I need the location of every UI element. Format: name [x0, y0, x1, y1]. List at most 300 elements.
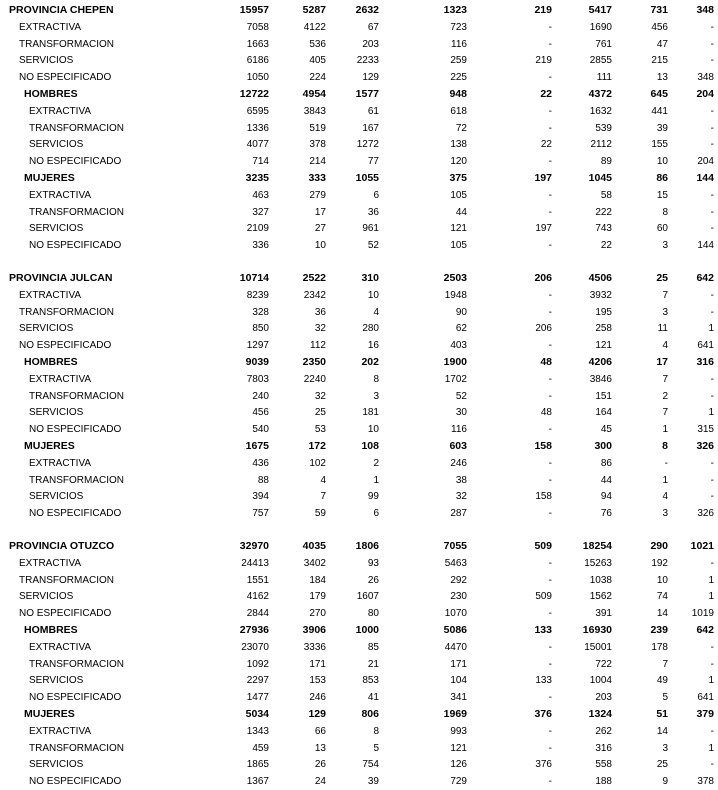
value-cell: 6186	[246, 55, 269, 67]
row-label: NO ESPECIFICADO	[29, 156, 122, 168]
row-label: TRANSFORMACION	[29, 122, 124, 134]
value-cell: 403	[450, 340, 467, 352]
value-cell: 25	[314, 407, 326, 419]
value-cell: 2522	[302, 272, 326, 284]
value-cell: 348	[696, 4, 714, 16]
row-label: EXTRACTIVA	[29, 457, 92, 469]
value-cell: 1690	[589, 21, 612, 33]
value-cell: 15263	[584, 557, 612, 569]
sector-row	[0, 555, 718, 572]
value-cell: 76	[600, 508, 612, 520]
value-cell: 327	[252, 206, 269, 218]
value-cell: 290	[650, 540, 668, 552]
value-cell: -	[710, 105, 714, 117]
sector-row	[0, 756, 718, 773]
value-cell: 138	[450, 139, 467, 151]
value-cell: 1675	[245, 440, 269, 452]
row-label: SERVICIOS	[19, 55, 74, 67]
value-cell: -	[548, 474, 552, 486]
value-cell: 618	[450, 105, 467, 117]
value-cell: 463	[252, 189, 269, 201]
value-cell: 39	[656, 122, 668, 134]
value-cell: 258	[595, 323, 612, 335]
value-cell: 326	[697, 508, 714, 520]
value-cell: 1055	[355, 172, 379, 184]
sector-row	[0, 136, 718, 153]
value-cell: 94	[600, 491, 612, 503]
value-cell: 204	[696, 88, 714, 100]
value-cell: 3	[662, 306, 668, 318]
value-cell: 3	[662, 240, 668, 252]
sector-row	[0, 672, 718, 689]
value-cell: 219	[534, 4, 552, 16]
sector-row	[0, 204, 718, 221]
value-cell: 540	[252, 424, 269, 436]
value-cell: -	[548, 390, 552, 402]
sector-row	[0, 488, 718, 505]
value-cell: 1607	[356, 591, 379, 603]
value-cell: 1948	[444, 289, 467, 301]
value-cell: 129	[308, 708, 326, 720]
value-cell: 172	[308, 440, 326, 452]
value-cell: 171	[450, 658, 467, 670]
value-cell: 7803	[246, 373, 269, 385]
value-cell: -	[710, 373, 714, 385]
value-cell: 102	[309, 457, 326, 469]
value-cell: 1	[708, 323, 714, 335]
value-cell: 105	[450, 189, 467, 201]
value-cell: 2844	[246, 608, 269, 620]
province-row	[0, 270, 718, 287]
value-cell: 270	[309, 608, 326, 620]
row-label: TRANSFORMACION	[19, 306, 114, 318]
value-cell: 2855	[589, 55, 612, 67]
value-cell: 3906	[302, 624, 326, 636]
value-cell: 1367	[246, 776, 269, 788]
value-cell: 645	[650, 88, 668, 100]
value-cell: 48	[540, 356, 552, 368]
value-cell: 1	[708, 591, 714, 603]
sector-row	[0, 656, 718, 673]
value-cell: 10714	[239, 272, 269, 284]
value-cell: 67	[367, 21, 379, 33]
value-cell: 1336	[246, 122, 269, 134]
value-cell: 12722	[239, 88, 269, 100]
value-cell: 32970	[239, 540, 269, 552]
row-label: TRANSFORMACION	[19, 38, 114, 50]
value-cell: 1004	[589, 675, 612, 687]
value-cell: 129	[362, 72, 379, 84]
value-cell: -	[548, 641, 552, 653]
value-cell: 22	[540, 88, 552, 100]
row-label: MUJERES	[24, 440, 75, 452]
value-cell: 1092	[246, 658, 269, 670]
value-cell: 2	[662, 390, 668, 402]
value-cell: 41	[367, 692, 379, 704]
value-cell: 15001	[584, 641, 612, 653]
sector-row	[0, 19, 718, 36]
value-cell: 1865	[246, 759, 269, 771]
value-cell: 316	[595, 742, 612, 754]
value-cell: 10	[314, 240, 326, 252]
value-cell: 133	[534, 624, 552, 636]
province-row	[0, 538, 718, 555]
value-cell: 10	[656, 156, 668, 168]
value-cell: -	[548, 776, 552, 788]
value-cell: 179	[309, 591, 326, 603]
value-cell: 539	[595, 122, 612, 134]
sector-row	[0, 237, 718, 254]
value-cell: 59	[314, 508, 326, 520]
value-cell: 341	[450, 692, 467, 704]
value-cell: 1021	[690, 540, 714, 552]
value-cell: 49	[656, 675, 668, 687]
value-cell: 21	[367, 658, 379, 670]
value-cell: 246	[309, 692, 326, 704]
row-label: MUJERES	[24, 708, 75, 720]
value-cell: 3235	[245, 172, 269, 184]
value-cell: 17	[656, 356, 668, 368]
sector-row	[0, 337, 718, 354]
value-cell: 13	[656, 72, 668, 84]
value-cell: -	[548, 156, 552, 168]
value-cell: 405	[309, 55, 326, 67]
value-cell: 14	[656, 608, 668, 620]
value-cell: 197	[534, 172, 552, 184]
value-cell: 729	[450, 776, 467, 788]
value-cell: 44	[600, 474, 612, 486]
row-label: HOMBRES	[24, 88, 78, 100]
value-cell: -	[548, 105, 552, 117]
value-cell: -	[548, 692, 552, 704]
value-cell: 4	[373, 306, 379, 318]
value-cell: 5034	[245, 708, 269, 720]
value-cell: 158	[534, 440, 552, 452]
value-cell: 1	[708, 407, 714, 419]
value-cell: 26	[367, 574, 379, 586]
value-cell: 36	[314, 306, 326, 318]
value-cell: 23070	[241, 641, 269, 653]
value-cell: 61	[367, 105, 379, 117]
value-cell: 3	[662, 742, 668, 754]
value-cell: 7	[662, 373, 668, 385]
value-cell: 300	[594, 440, 612, 452]
value-cell: 456	[651, 21, 668, 33]
sector-row	[0, 455, 718, 472]
value-cell: 62	[455, 323, 467, 335]
sector-row	[0, 52, 718, 69]
sector-row	[0, 723, 718, 740]
value-cell: 1038	[589, 574, 612, 586]
sector-row	[0, 388, 718, 405]
row-label: TRANSFORMACION	[19, 574, 114, 586]
value-cell: 1551	[246, 574, 269, 586]
value-cell: 1	[708, 675, 714, 687]
value-cell: 961	[362, 223, 379, 235]
value-cell: 761	[595, 38, 612, 50]
value-cell: 2632	[355, 4, 379, 16]
value-cell: -	[710, 139, 714, 151]
value-cell: 215	[651, 55, 668, 67]
value-cell: 4372	[588, 88, 612, 100]
value-cell: -	[548, 206, 552, 218]
value-cell: 641	[697, 692, 714, 704]
value-cell: 1324	[588, 708, 612, 720]
row-label: SERVICIOS	[19, 323, 74, 335]
value-cell: 2240	[303, 373, 326, 385]
value-cell: 1019	[691, 608, 714, 620]
value-cell: -	[710, 759, 714, 771]
value-cell: 441	[651, 105, 668, 117]
row-label: SERVICIOS	[29, 491, 84, 503]
value-cell: 188	[595, 776, 612, 788]
value-cell: -	[710, 725, 714, 737]
value-cell: 376	[534, 708, 552, 720]
row-label: NO ESPECIFICADO	[29, 692, 122, 704]
value-cell: 116	[451, 38, 467, 50]
value-cell: 1900	[443, 356, 467, 368]
sex-group-row	[0, 170, 718, 187]
value-cell: 603	[449, 440, 467, 452]
value-cell: 642	[696, 624, 714, 636]
sector-row	[0, 304, 718, 321]
sector-row	[0, 36, 718, 53]
value-cell: 3843	[303, 105, 326, 117]
value-cell: 326	[696, 440, 714, 452]
value-cell: 310	[361, 272, 379, 284]
value-cell: -	[664, 457, 668, 469]
value-cell: 1	[662, 474, 668, 486]
row-label: PROVINCIA CHEPEN	[9, 4, 114, 16]
value-cell: 5463	[444, 557, 467, 569]
value-cell: 144	[697, 240, 714, 252]
value-cell: 3932	[589, 289, 612, 301]
value-cell: 25	[656, 759, 668, 771]
value-cell: 7	[662, 407, 668, 419]
value-cell: -	[548, 72, 552, 84]
row-label: NO ESPECIFICADO	[19, 72, 112, 84]
value-cell: 6	[373, 189, 379, 201]
value-cell: 333	[308, 172, 326, 184]
value-cell: 15	[656, 189, 668, 201]
value-cell: 88	[257, 474, 269, 486]
value-cell: 806	[361, 708, 379, 720]
value-cell: 754	[362, 759, 379, 771]
row-label: HOMBRES	[24, 624, 78, 636]
value-cell: 192	[651, 557, 668, 569]
sector-row	[0, 69, 718, 86]
value-cell: 178	[651, 641, 668, 653]
row-label: NO ESPECIFICADO	[29, 508, 122, 520]
value-cell: 993	[450, 725, 467, 737]
value-cell: 9	[662, 776, 668, 788]
value-cell: 376	[535, 759, 552, 771]
value-cell: 2233	[356, 55, 379, 67]
value-cell: 30	[455, 407, 467, 419]
sex-group-row	[0, 354, 718, 371]
value-cell: 4035	[302, 540, 326, 552]
value-cell: 105	[450, 240, 467, 252]
value-cell: 378	[309, 139, 326, 151]
value-cell: 4954	[302, 88, 326, 100]
value-cell: -	[710, 122, 714, 134]
value-cell: 18254	[582, 540, 612, 552]
sector-row	[0, 120, 718, 137]
row-label: EXTRACTIVA	[19, 289, 82, 301]
sector-row	[0, 371, 718, 388]
value-cell: 7	[662, 289, 668, 301]
value-cell: -	[710, 658, 714, 670]
value-cell: 436	[252, 457, 269, 469]
value-cell: 1	[662, 424, 668, 436]
sector-row	[0, 320, 718, 337]
value-cell: 25	[656, 272, 668, 284]
value-cell: 153	[309, 675, 326, 687]
value-cell: 8	[373, 373, 379, 385]
value-cell: 48	[540, 407, 552, 419]
value-cell: 195	[595, 306, 612, 318]
row-label: TRANSFORMACION	[29, 206, 124, 218]
value-cell: 214	[309, 156, 326, 168]
value-cell: 1050	[246, 72, 269, 84]
value-cell: -	[710, 55, 714, 67]
value-cell: 1806	[355, 540, 379, 552]
value-cell: 93	[367, 557, 379, 569]
sector-row	[0, 505, 718, 522]
row-label: NO ESPECIFICADO	[19, 340, 112, 352]
value-cell: 8239	[246, 289, 269, 301]
value-cell: 1323	[443, 4, 467, 16]
value-cell: 1070	[444, 608, 467, 620]
sector-row	[0, 153, 718, 170]
value-cell: 1343	[246, 725, 269, 737]
value-cell: 348	[697, 72, 714, 84]
value-cell: 509	[534, 540, 552, 552]
value-cell: 4506	[588, 272, 612, 284]
value-cell: 6595	[246, 105, 269, 117]
row-label: PROVINCIA OTUZCO	[9, 540, 115, 552]
value-cell: 225	[450, 72, 467, 84]
value-cell: 1969	[443, 708, 467, 720]
row-label: MUJERES	[24, 172, 75, 184]
value-cell: 2503	[443, 272, 467, 284]
value-cell: 375	[449, 172, 467, 184]
value-cell: 52	[455, 390, 467, 402]
value-cell: 4470	[444, 641, 467, 653]
value-cell: 60	[656, 223, 668, 235]
value-cell: 203	[595, 692, 612, 704]
value-cell: 558	[595, 759, 612, 771]
value-cell: 27936	[239, 624, 269, 636]
value-cell: 184	[309, 574, 326, 586]
value-cell: 1	[373, 474, 379, 486]
value-cell: 144	[696, 172, 714, 184]
value-cell: 7055	[443, 540, 467, 552]
value-cell: 2	[373, 457, 379, 469]
value-cell: 1577	[355, 88, 379, 100]
row-label: TRANSFORMACION	[29, 474, 124, 486]
value-cell: 10	[656, 574, 668, 586]
sector-row	[0, 404, 718, 421]
value-cell: 15957	[239, 4, 269, 16]
value-cell: 394	[252, 491, 269, 503]
value-cell: 86	[656, 172, 668, 184]
value-cell: 27	[314, 223, 326, 235]
value-cell: 456	[252, 407, 269, 419]
value-cell: 3846	[589, 373, 612, 385]
sector-row	[0, 639, 718, 656]
row-label: NO ESPECIFICADO	[29, 424, 122, 436]
value-cell: 1663	[246, 38, 269, 50]
value-cell: 509	[535, 591, 552, 603]
value-cell: 121	[595, 340, 612, 352]
value-cell: 206	[535, 323, 552, 335]
value-cell: 17	[314, 206, 326, 218]
row-label: EXTRACTIVA	[29, 105, 92, 117]
value-cell: 206	[534, 272, 552, 284]
value-cell: 757	[252, 508, 269, 520]
value-cell: 203	[362, 38, 379, 50]
row-label: EXTRACTIVA	[19, 21, 82, 33]
value-cell: 1562	[589, 591, 612, 603]
value-cell: -	[548, 608, 552, 620]
value-cell: -	[548, 38, 552, 50]
value-cell: -	[710, 474, 714, 486]
value-cell: 642	[696, 272, 714, 284]
value-cell: -	[548, 289, 552, 301]
value-cell: 133	[535, 675, 552, 687]
value-cell: 39	[367, 776, 379, 788]
value-cell: 641	[697, 340, 714, 352]
value-cell: -	[548, 373, 552, 385]
value-cell: 10	[367, 424, 379, 436]
value-cell: -	[548, 508, 552, 520]
row-label: NO ESPECIFICADO	[29, 240, 122, 252]
value-cell: 4206	[588, 356, 612, 368]
value-cell: 536	[309, 38, 326, 50]
value-cell: -	[710, 189, 714, 201]
value-cell: 4	[320, 474, 326, 486]
value-cell: 7058	[246, 21, 269, 33]
value-cell: 6	[373, 508, 379, 520]
value-cell: -	[548, 457, 552, 469]
value-cell: 121	[450, 742, 467, 754]
value-cell: 391	[595, 608, 612, 620]
value-cell: 4	[662, 491, 668, 503]
value-cell: 32	[314, 390, 326, 402]
value-cell: 219	[535, 55, 552, 67]
row-label: SERVICIOS	[19, 591, 74, 603]
value-cell: 722	[595, 658, 612, 670]
value-cell: 3402	[303, 557, 326, 569]
value-cell: 14	[656, 725, 668, 737]
value-cell: 45	[600, 424, 612, 436]
value-cell: 7	[320, 491, 326, 503]
value-cell: -	[710, 641, 714, 653]
row-label: EXTRACTIVA	[19, 557, 82, 569]
sector-row	[0, 103, 718, 120]
row-label: EXTRACTIVA	[29, 373, 92, 385]
row-label: TRANSFORMACION	[29, 390, 124, 402]
value-cell: 85	[367, 641, 379, 653]
sector-row	[0, 588, 718, 605]
sex-group-row	[0, 438, 718, 455]
value-cell: -	[548, 240, 552, 252]
value-cell: -	[710, 289, 714, 301]
row-label: NO ESPECIFICADO	[19, 608, 112, 620]
value-cell: 90	[455, 306, 467, 318]
value-cell: 112	[310, 340, 326, 352]
